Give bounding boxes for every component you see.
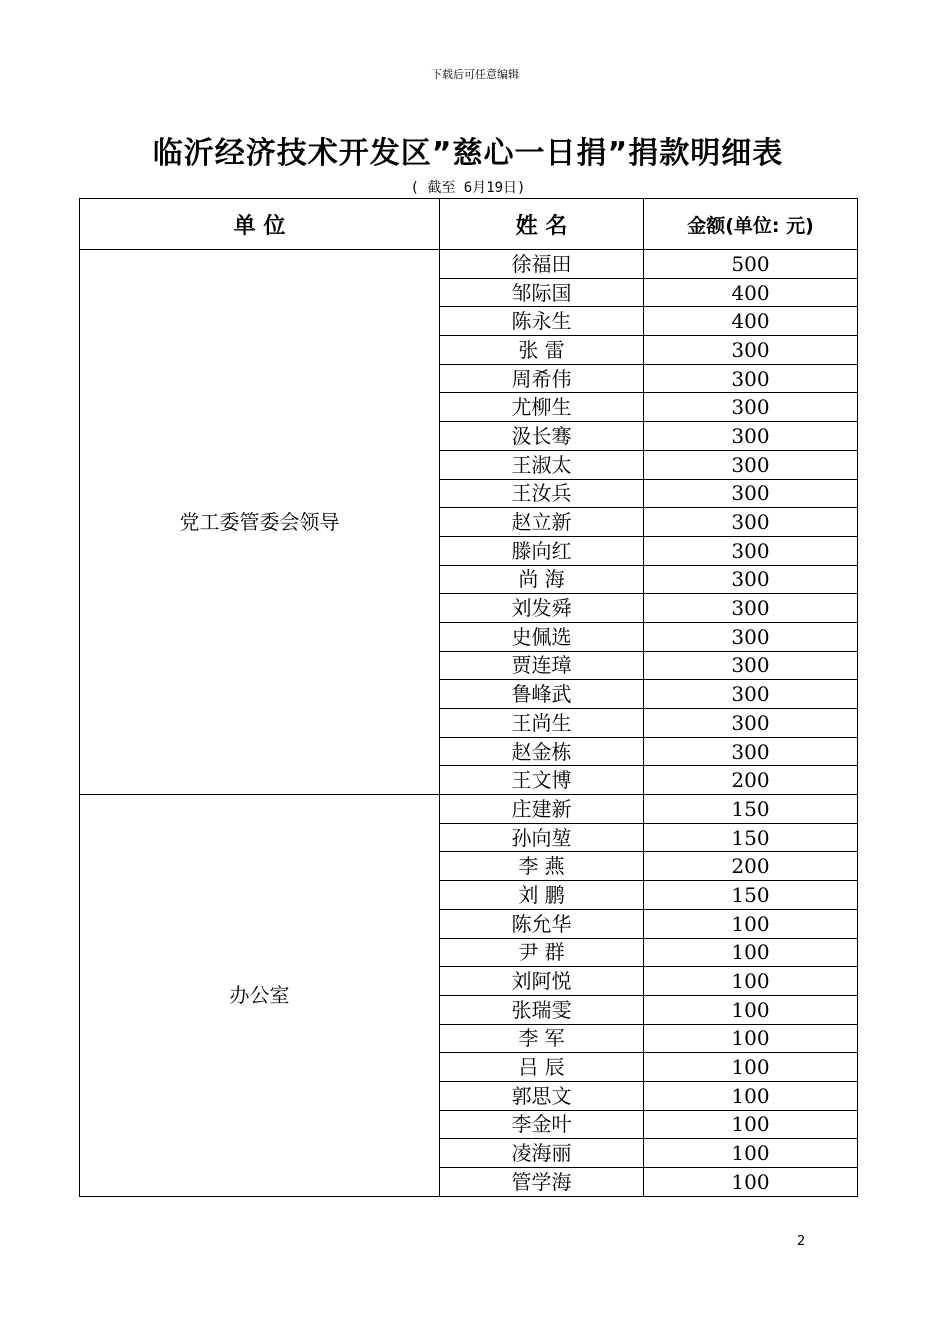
document-title: 临沂经济技术开发区”慈心一日捐”捐款明细表 — [152, 136, 784, 171]
amount-cell: 300 — [644, 709, 858, 738]
name-cell: 邹际国 — [440, 278, 644, 307]
column-header-amount: 金额(单位: 元) — [644, 199, 858, 250]
page-number: 2 — [797, 1234, 806, 1249]
page-header-note: 下载后可任意编辑 — [431, 68, 519, 81]
amount-cell: 150 — [644, 881, 858, 910]
name-cell: 陈允华 — [440, 909, 644, 938]
column-header-name: 姓 名 — [440, 199, 644, 250]
name-cell: 管学海 — [440, 1168, 644, 1197]
amount-cell: 300 — [644, 622, 858, 651]
name-cell: 凌海丽 — [440, 1139, 644, 1168]
name-cell: 鲁峰武 — [440, 680, 644, 709]
name-cell: 赵立新 — [440, 508, 644, 537]
name-cell: 赵金栋 — [440, 737, 644, 766]
amount-cell: 200 — [644, 766, 858, 795]
name-cell: 滕向红 — [440, 536, 644, 565]
name-cell: 郭思文 — [440, 1081, 644, 1110]
amount-cell: 100 — [644, 1168, 858, 1197]
amount-cell: 300 — [644, 336, 858, 365]
name-cell: 李 军 — [440, 1024, 644, 1053]
column-header-unit: 单 位 — [80, 199, 440, 250]
name-cell: 尤柳生 — [440, 393, 644, 422]
donation-table — [79, 198, 858, 1197]
amount-cell: 300 — [644, 737, 858, 766]
name-cell: 张 雷 — [440, 336, 644, 365]
name-cell: 尹 群 — [440, 938, 644, 967]
name-cell: 陈永生 — [440, 307, 644, 336]
amount-cell: 300 — [644, 364, 858, 393]
amount-cell: 300 — [644, 565, 858, 594]
name-cell: 王尚生 — [440, 709, 644, 738]
table-body — [80, 250, 858, 1197]
amount-cell: 400 — [644, 278, 858, 307]
name-cell: 刘发舜 — [440, 594, 644, 623]
table-header-row — [80, 199, 858, 250]
name-cell: 庄建新 — [440, 795, 644, 824]
amount-cell: 100 — [644, 1110, 858, 1139]
amount-cell: 300 — [644, 422, 858, 451]
amount-cell: 100 — [644, 938, 858, 967]
amount-cell: 500 — [644, 250, 858, 279]
name-cell: 汲长骞 — [440, 422, 644, 451]
amount-cell: 300 — [644, 536, 858, 565]
name-cell: 贾连璋 — [440, 651, 644, 680]
name-cell: 尚 海 — [440, 565, 644, 594]
document-subtitle: ( 截至 6月19日) — [410, 180, 526, 196]
amount-cell: 100 — [644, 1053, 858, 1082]
name-cell: 刘 鹏 — [440, 881, 644, 910]
amount-cell: 100 — [644, 909, 858, 938]
name-cell: 李 燕 — [440, 852, 644, 881]
name-cell: 吕 辰 — [440, 1053, 644, 1082]
name-cell: 史佩选 — [440, 622, 644, 651]
name-cell: 李金叶 — [440, 1110, 644, 1139]
name-cell: 刘阿悦 — [440, 967, 644, 996]
amount-cell: 100 — [644, 1139, 858, 1168]
amount-cell: 100 — [644, 995, 858, 1024]
amount-cell: 200 — [644, 852, 858, 881]
amount-cell: 150 — [644, 795, 858, 824]
name-cell: 王淑太 — [440, 450, 644, 479]
amount-cell: 400 — [644, 307, 858, 336]
name-cell: 王汝兵 — [440, 479, 644, 508]
name-cell: 王文博 — [440, 766, 644, 795]
amount-cell: 300 — [644, 651, 858, 680]
table-row — [80, 795, 858, 824]
name-cell: 徐福田 — [440, 250, 644, 279]
name-cell: 张瑞雯 — [440, 995, 644, 1024]
amount-cell: 300 — [644, 508, 858, 537]
unit-cell: 办公室 — [80, 795, 440, 1197]
amount-cell: 300 — [644, 450, 858, 479]
name-cell: 周希伟 — [440, 364, 644, 393]
amount-cell: 300 — [644, 393, 858, 422]
amount-cell: 100 — [644, 967, 858, 996]
amount-cell: 300 — [644, 680, 858, 709]
amount-cell: 100 — [644, 1024, 858, 1053]
amount-cell: 100 — [644, 1081, 858, 1110]
table-row — [80, 250, 858, 279]
unit-cell: 党工委管委会领导 — [80, 250, 440, 795]
name-cell: 孙向堃 — [440, 823, 644, 852]
amount-cell: 150 — [644, 823, 858, 852]
amount-cell: 300 — [644, 594, 858, 623]
amount-cell: 300 — [644, 479, 858, 508]
